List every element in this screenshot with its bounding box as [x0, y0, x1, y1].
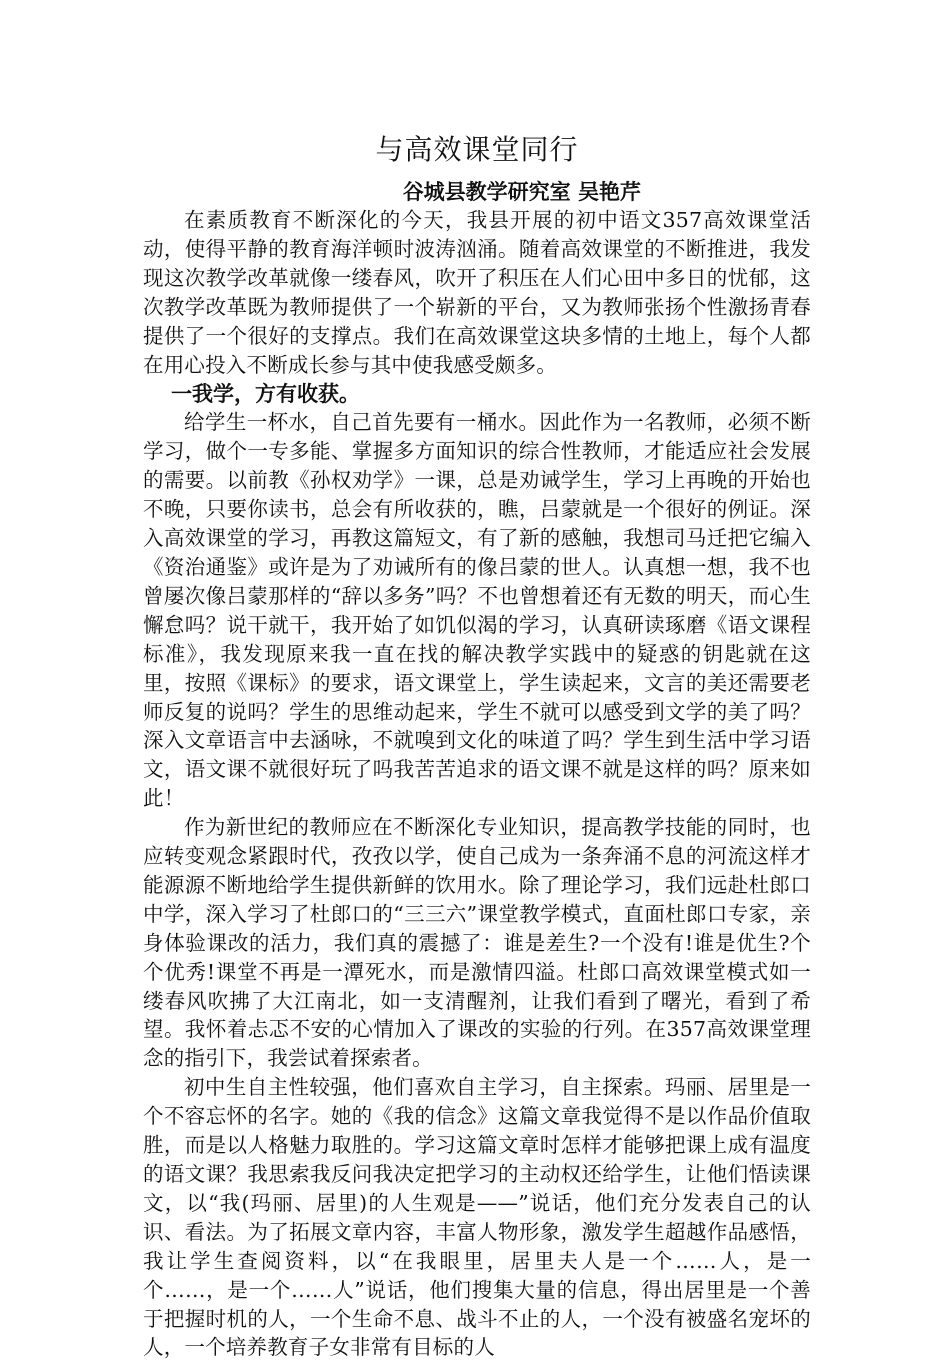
body-paragraph-2: 作为新世纪的教师应在不断深化专业知识，提高教学技能的同时，也应转变观念紧跟时代，孜孜以学，使自己成为一条奔涌不息的河流这样才能源源不断地给学生提供新鲜的饮用水。除了理论学习，我们远赴杜郎口中学，深入学习了杜郎口的“三三六”课堂教学模式，直面杜郎口专家，亲身体验课改的活力，我们真的震撼了：谁是差生?一个没有!谁是优生?个个优秀!课堂不再是一潭死水，而是激情四溢。杜郎口高效课堂模式如一缕春风吹拂了大江南北，如一支清醒剂，让我们看到了曙光，看到了希望。我怀着忐忑不安的心情加入了课改的实验的行列。在357高效课堂理念的指引下，我尝试着探索者。	[143, 815, 811, 1071]
body-paragraph-3: 初中生自主性较强，他们喜欢自主学习，自主探索。玛丽、居里是一个不容忘怀的名字。她的《我的信念》这篇文章我觉得不是以作品价值取胜，而是以人格魅力取胜的。学习这篇文章时怎样才能够把课上成有温度的语文课？我思索我反问我决定把学习的主动权还给学生，让他们悟读课文，以“我(玛丽、居里)的人生观是——”说话，他们充分发表自己的认识、看法。为了拓展文章内容，丰富人物形象，激发学生超越作品感悟，我让学生查阅资料，以“在我眼里，居里夫人是一个……人，是一个……，是一个……人”说话，他们搜集大量的信息，得出居里是一个善于把握时机的人，一个生命不息、战斗不止的人，一个没有被盛名宠坏的人，一个培养教育子女非常有目标的人	[143, 1075, 811, 1360]
body-paragraph-1: 给学生一杯水，自己首先要有一桶水。因此作为一名教师，必须不断学习，做个一专多能、掌握多方面知识的综合性教师，才能适应社会发展的需要。以前教《孙权劝学》一课，总是劝诫学生，学习上再晚的开始也不晚，只要你读书，总会有所收获的，瞧，吕蒙就是一个很好的例证。深入高效课堂的学习，再教这篇短文，有了新的感触，我想司马迁把它编入《资治通鉴》或许是为了劝诫所有的像吕蒙的世人。认真想一想，我不也曾屡次像吕蒙那样的“辞以多务”吗？不也曾想着还有无数的明天，而心生懈怠吗？说干就干，我开始了如饥似渴的学习，认真研读琢磨《语文课程标准》，我发现原来我一直在找的解决教学实践中的疑惑的钥匙就在这里，按照《课标》的要求，语文课堂上，学生读起来，文言的美还需要老师反复的说吗？学生的思维动起来，学生不就可以感受到文学的美了吗？深入文章语言中去涵咏，不就嗅到文化的味道了吗？学生到生活中学习语文，语文课不就很好玩了吗我苦苦追求的语文课不就是这样的吗？原来如此！	[143, 410, 811, 811]
document-author: 谷城县教学研究室 吴艳芹	[402, 179, 641, 204]
intro-paragraph: 在素质教育不断深化的今天，我县开展的初中语文357高效课堂活动，使得平静的教育海洋顿时波涛汹涌。随着高效课堂的不断推进，我发现这次教学改革就像一缕春风，吹开了积压在人们心田中多日的忧郁，这次教学改革既为教师提供了一个崭新的平台，又为教师张扬个性激扬青春提供了一个很好的支撑点。我们在高效课堂这块多情的土地上，每个人都在用心投入不断成长参与其中使我感受颇多。	[143, 208, 811, 377]
document-title: 与高效课堂同行	[375, 133, 579, 166]
section-heading: 一我学，方有收获。	[171, 381, 360, 407]
document-page	[143, 128, 811, 1362]
